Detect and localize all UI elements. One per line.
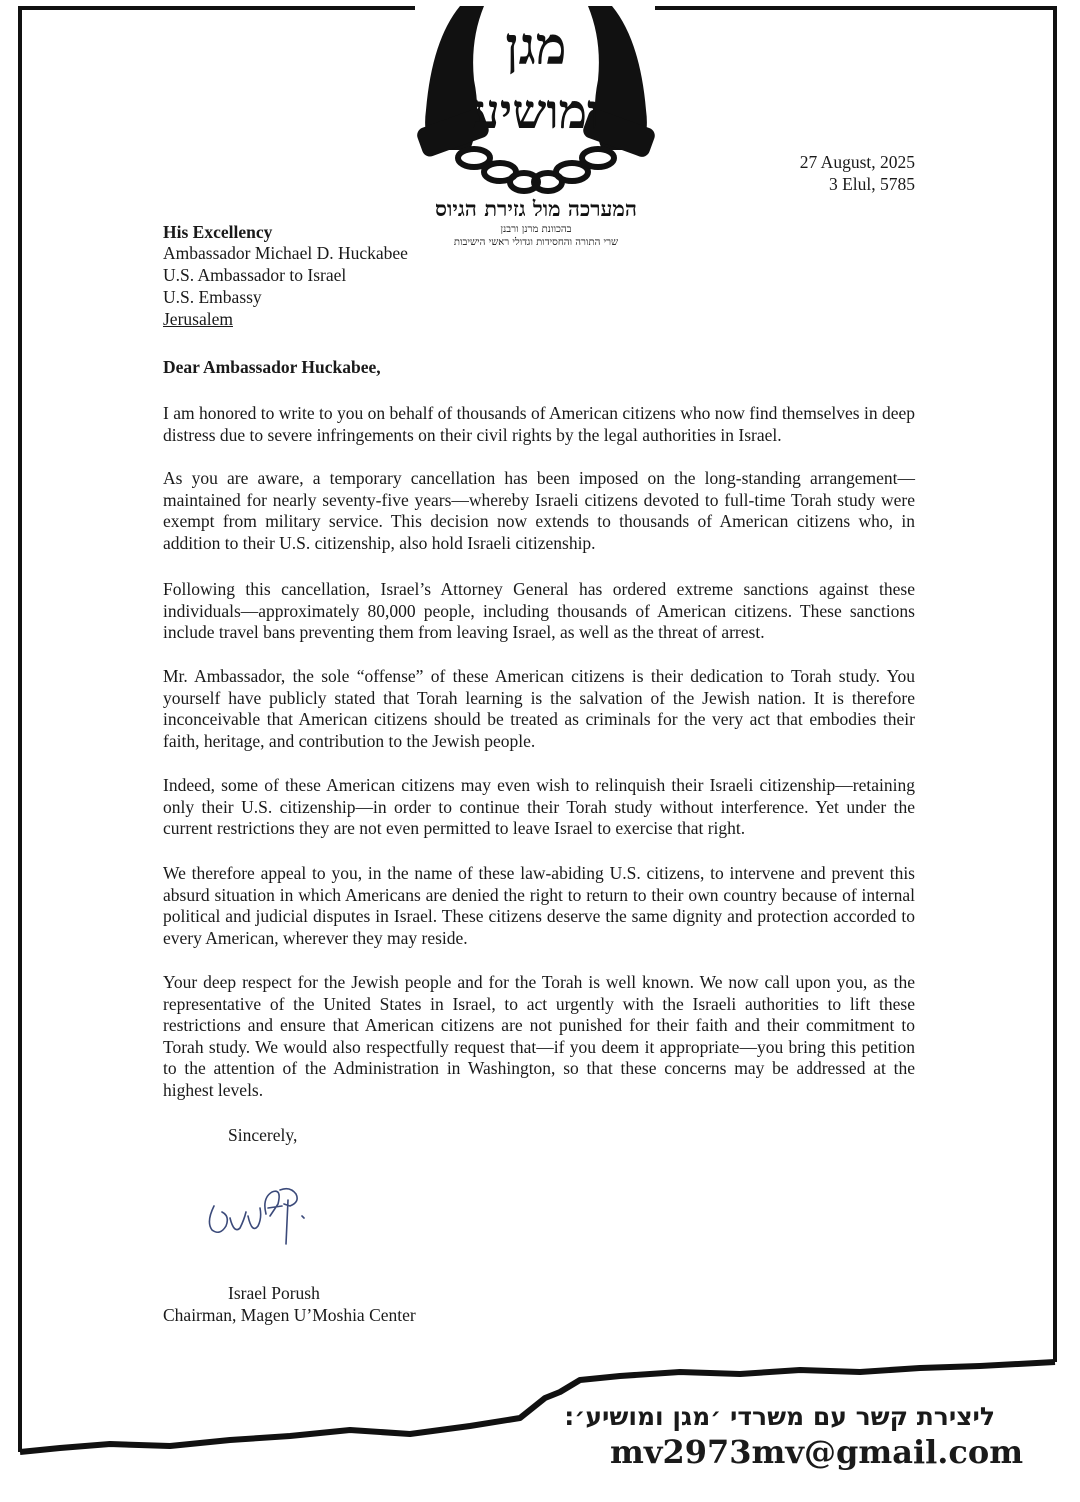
date-hebrew: 3 Elul, 5785: [828, 174, 915, 194]
organization-logo: [412, 0, 660, 250]
recipient-name: Ambassador Michael D. Huckabee: [163, 243, 408, 263]
paragraph-4: Mr. Ambassador, the sole “offense” of these American citizens is their dedication to Torah study. You yourself have publicly stated that Torah learning is the salvation of the Jewish nation. It is therefore inconceivable that American citizens should be treated as criminals for the very act that embodies their faith, heritage, and contribution to the Jewish people.: [163, 666, 915, 751]
logo-hebrew-middle: ומושיע: [472, 84, 600, 140]
date-gregorian: 27 August, 2025: [799, 152, 915, 172]
recipient-title: His Excellency: [163, 222, 273, 242]
footer-contact-hebrew: ליצירת קשר עם משרדי ׳מגן ומושיע׳:: [564, 1402, 995, 1431]
logo-sub-line-1: בהכוונת מרנן ורבנן: [500, 224, 572, 235]
broken-chain-icon: [458, 149, 614, 191]
footer-email[interactable]: mv2973mv@gmail.com: [610, 1433, 1024, 1471]
recipient-position: U.S. Ambassador to Israel: [163, 265, 347, 285]
signer-name: Israel Porush: [228, 1283, 320, 1303]
logo-hebrew-top: מגן: [505, 16, 567, 77]
logo-sub-line-2: שרי התורה והחסידות וגדולי ראשי הישיבות: [453, 237, 619, 248]
recipient-office: U.S. Embassy: [163, 287, 262, 307]
recipient-city: Jerusalem: [163, 309, 233, 329]
paragraph-1: I am honored to write to you on behalf of thousands of American citizens who now find themselves in deep distress due to severe infringements on their civil rights by the legal authorities in Israel.: [163, 403, 915, 445]
greeting: Dear Ambassador Huckabee,: [163, 357, 381, 377]
paragraph-7: Your deep respect for the Jewish people and for the Torah is well known. We now call upon you, as the representative of the United States in Israel, to act urgently with the Israeli authorities to lift these restrictions and ensure that American citizens are not punished for their faith and their commitment to Torah study. We would also respectfully request that—if you deem it appropriate—you bring this petition to the attention of the Administration in Washington, so that these concerns may be addressed at the highest levels.: [163, 972, 915, 1100]
logo-org-name: המערכה מול גזירת הגיוס: [435, 196, 637, 221]
paragraph-6: We therefore appeal to you, in the name of these law-abiding U.S. citizens, to intervene and prevent this absurd situation in which Americans are denied the right to return to their own country because of internal political and judicial disputes in Israel. These citizens deserve the same dignity and protection accorded to every American, wherever they may reside.: [163, 863, 915, 948]
handwritten-signature: [200, 1178, 330, 1253]
signer-title: Chairman, Magen U’Moshia Center: [163, 1305, 416, 1325]
closing: Sincerely,: [228, 1125, 298, 1145]
paragraph-2: As you are aware, a temporary cancellation has been imposed on the long-standing arrangement—maintained for nearly seventy-five years—whereby Israeli citizens devoted to full-time Torah study were exempt from military service. This decision now extends to thousands of American citizens who, in addition to their U.S. citizenship, also hold Israeli citizenship.: [163, 468, 915, 553]
paragraph-3: Following this cancellation, Israel’s Attorney General has ordered extreme sanctions against these individuals—approximately 80,000 people, including thousands of American citizens. These sanctions include travel bans preventing them from leaving Israel, as well as the threat of arrest.: [163, 579, 915, 643]
paragraph-5: Indeed, some of these American citizens may even wish to relinquish their Israeli citizenship—retaining only their U.S. citizenship—in order to continue their Torah study without interference. Yet under the current restrictions they are not even permitted to leave Israel to exercise that right.: [163, 775, 915, 839]
